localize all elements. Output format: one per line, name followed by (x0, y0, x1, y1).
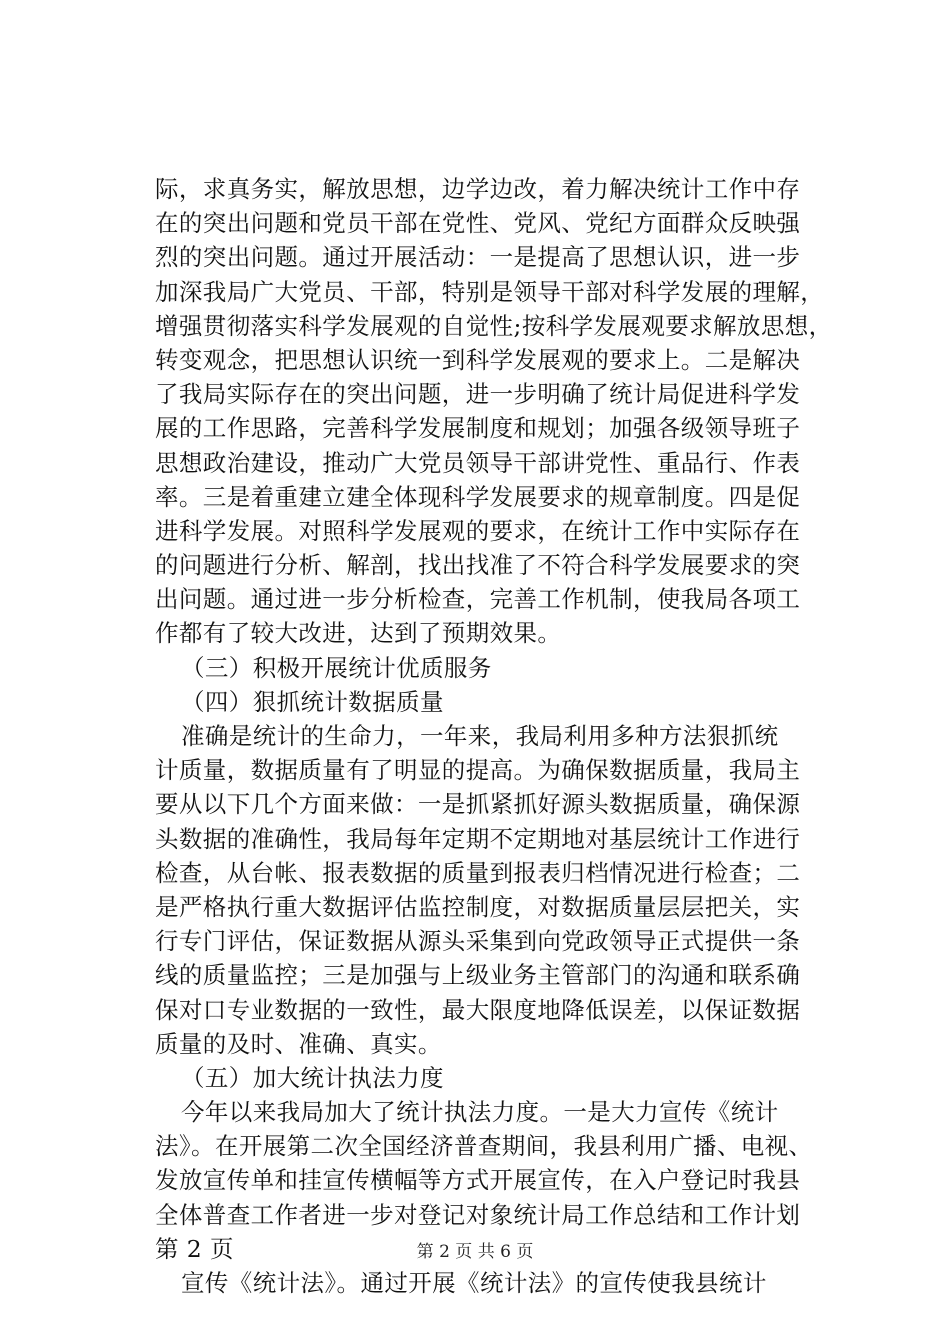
text-line: 的问题进行分析、解剖，找出找准了不符合科学发展要求的突 (155, 551, 801, 580)
text-line: 出问题。通过进一步分析检查，完善工作机制，使我局各项工 (155, 585, 801, 614)
text-line: 了我局实际存在的突出问题，进一步明确了统计局促进科学发 (155, 380, 801, 409)
page-footer: 第 2 页 共 6 页 (416, 1242, 534, 1262)
text-line: 今年以来我局加大了统计执法力度。一是大力宣传《统计 (181, 1098, 779, 1127)
text-line: 作都有了较大改进，达到了预期效果。 (155, 619, 562, 648)
text-line: 全体普查工作者进一步对登记对象统计局工作总结和工作计划 (155, 1200, 801, 1229)
text-line: 加深我局广大党员、干部，特别是领导干部对科学发展的理解， (155, 277, 825, 306)
text-line: 要从以下几个方面来做：一是抓紧抓好源头数据质量，确保源 (155, 790, 801, 819)
text-line: 计质量，数据质量有了明显的提高。为确保数据质量，我局主 (155, 756, 801, 785)
text-line: 质量的及时、准确、真实。 (155, 1029, 442, 1058)
text-line: 率。三是着重建立建全体现科学发展要求的规章制度。四是促 (155, 482, 801, 511)
text-line: 展的工作思路，完善科学发展制度和规划；加强各级领导班子 (155, 414, 801, 443)
text-line: 第 2 页 (155, 1234, 234, 1263)
section-heading: （四）狠抓统计数据质量 (181, 687, 444, 716)
section-heading: （三）积极开展统计优质服务 (181, 653, 492, 682)
section-heading: （五）加大统计执法力度 (181, 1063, 444, 1092)
text-line: 烈的突出问题。通过开展活动：一是提高了思想认识，进一步 (155, 243, 801, 272)
text-line: 法》。在开展第二次全国经济普查期间，我县利用广播、电视、 (155, 1132, 813, 1161)
text-line: 行专门评估，保证数据从源头采集到向党政领导正式提供一条 (155, 927, 801, 956)
text-line: 线的质量监控；三是加强与上级业务主管部门的沟通和联系确 (155, 961, 801, 990)
text-line: 进科学发展。对照科学发展观的要求，在统计工作中实际存在 (155, 516, 801, 545)
text-line: 发放宣传单和挂宣传横幅等方式开展宣传，在入户登记时我县 (155, 1166, 801, 1195)
text-line: 际，求真务实，解放思想，边学边改，着力解决统计工作中存 (155, 175, 801, 203)
text-line: 保对口专业数据的一致性，最大限度地降低误差，以保证数据 (155, 995, 801, 1024)
text-line: 转变观念，把思想认识统一到科学发展观的要求上。二是解决 (155, 345, 801, 374)
text-line: 在的突出问题和党员干部在党性、党风、党纪方面群众反映强 (155, 209, 801, 238)
text-line: 思想政治建设，推动广大党员领导干部讲党性、重品行、作表 (155, 448, 801, 477)
text-line: 准确是统计的生命力，一年来，我局利用多种方法狠抓统 (181, 722, 779, 750)
text-line: 增强贯彻落实科学发展观的自觉性;按科学发展观要求解放思想， (155, 311, 833, 340)
text-line: 头数据的准确性，我局每年定期不定期地对基层统计工作进行 (155, 824, 801, 853)
text-line: 宣传《统计法》。通过开展《统计法》的宣传使我县统计 (181, 1269, 767, 1297)
text-line: 检查，从台帐、报表数据的质量到报表归档情况进行检查；二 (155, 858, 801, 887)
document-body (155, 172, 855, 1300)
text-line: 是严格执行重大数据评估监控制度，对数据质量层层把关，实 (155, 892, 801, 921)
